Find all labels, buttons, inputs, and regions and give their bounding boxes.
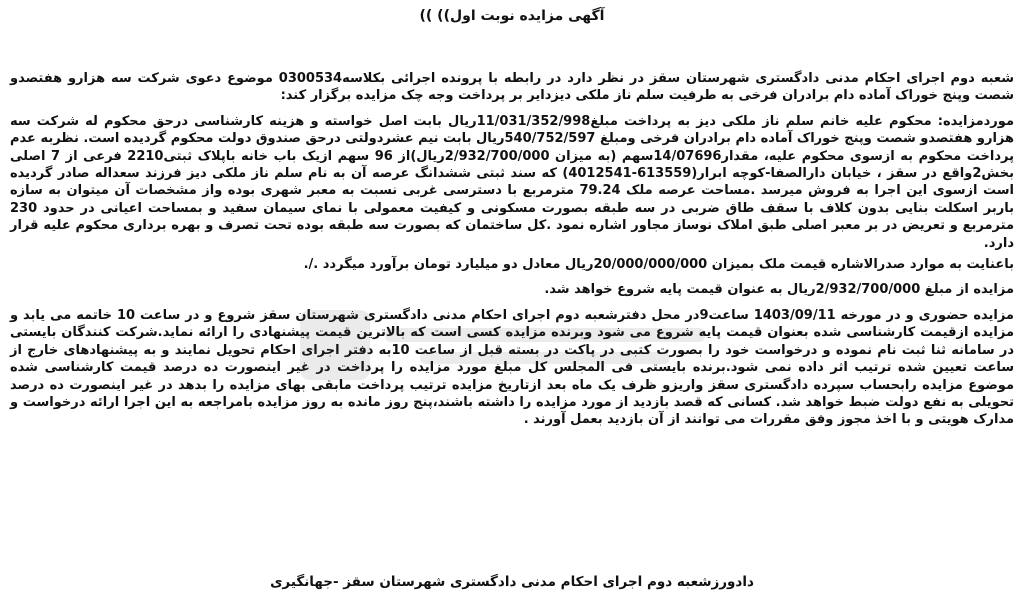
valuation-paragraph: باعنایت به موارد صدرالاشاره قیمت ملک بمیزان 20/000/000/000ریال معادل دو میلیارد تومان برآورد میگردد ./. bbox=[303, 257, 1014, 273]
signature-line: دادورزشعبه دوم اجرای احکام مدنی دادگستری شهرستان سقز -جهانگیری bbox=[270, 574, 754, 590]
conditions-paragraph: مزایده حضوری و در مورخه 1403/09/11 ساعت9در محل دفترشعبه دوم اجرای احکام مدنی دادگستری شهرستان سقز شروع و در ساعت 10 خاتمه می یابد و مزایده ازقیمت کارشناسی شده بعنوان قیمت پایه شروع می شود وبرنده مزایده کسی است که بالاترین قیمت پیشنهادی را ارائه نماید.شرکت کنندگان بایستی در سامانه ثنا ثبت نام نموده و درخواست خود را بصورت کتبی در پاکت در بسته قبل از ساعت 10به دفتر اجرای احکام تحویل نمایند و به پیشنهادهای خارج از ساعت تعیین شده ترتیب اثر داده نمی شود.برنده بایستی فی المجلس کل مبلغ مورد مزایده را پرداخت در غیر اینصورت ده درصد قیمت کارشناسی شده موضوع مزایده رابحساب سپرده دادگستری سقز واریزو ظرف یک ماه بعد ازتاریخ مزایده ترتیب پرداخت مابقی بهای مزایده را بدهد در غیر اینصورت ده درصد تحویلی به نفع دولت ضبط خواهد شد. کسانی که قصد بازدید از مورد مزایده را داشته باشند،پنج روز مانده به روز مزایده بامراجعه به این اجرا ارائه درخواست و مدارک هویتی و با اخذ مجوز وفق مقررات می توانند از آن بازدید بعمل آورند . bbox=[10, 307, 1014, 428]
intro-paragraph: شعبه دوم اجرای احکام مدنی دادگستری شهرستان سقز در نظر دارد در رابطه با پرونده اجرائی بکلاسه0300534 موضوع دعوی شرکت سه هزارو هفتصدو شصت وپنج خوراک آماده دام برادران فرخی به طرفیت سلم ناز ملکی دیزدایر بر پرداخت وجه چک مزایده برگزار کند: bbox=[10, 71, 1015, 104]
auction-subject-paragraph: موردمزایده: محکوم علیه خانم سلم ناز ملکی دیز به پرداخت مبلغ11/031/352/998ریال بابت اصل خواسته و هزینه کارشناسی درحق محکوم له شرکت سه هزارو هفتصدو شصت وپنج خوراک آماده دام برادران فرخی ومبلغ 540/752/597ریال بابت نیم عشردولتی درحق صندوق دولت محکوم گردیده است. نظربه عدم پرداخت محکوم به ازسوی محکوم علیه، مقدار14/07696سهم (به میزان 2/932/700/000ریال)از 96 سهم ازیک باب خانه باپلاک ثبتی2210 فرعی از 7 اصلی بخش2واقع در سقز ، خیابان دارالصفا-کوچه ابرار(613559-4012541) که سند ثبتی ششدانگ عرصه آن به نام سلم ناز ملکی دیز فرزند سعداله صادر گردیده است ازسوی این اجرا به فروش میرسد .مساحت عرصه ملک 79.24 مترمربع با دسترسی غربی نسبت به معبر شهری بوده واز مشخصات آن میتوان به سازه باربر اسکلت بنایی بدون کلاف با سقف طاق ضربی در سه طبقه بصورت مسکونی و کیفیت معمولی با نمای سیمان سفید و بمساحت اعیانی در حدود 230 مترمربع و تعریض در بر معبر اصلی طبق املاک نوساز مجاور اشاره نمود .کل ساختمان که بصورت سه طبقه بوده تحت تصرف و بهره برداری محکوم علیه قرار دارد. bbox=[10, 113, 1015, 251]
base-price-paragraph: مزایده از مبلغ 2/932/700/000ریال به عنوان قیمت پایه شروع خواهد شد. bbox=[544, 282, 1014, 298]
notice-title: آگهی مزایده نوبت اول)) )) bbox=[419, 8, 605, 24]
